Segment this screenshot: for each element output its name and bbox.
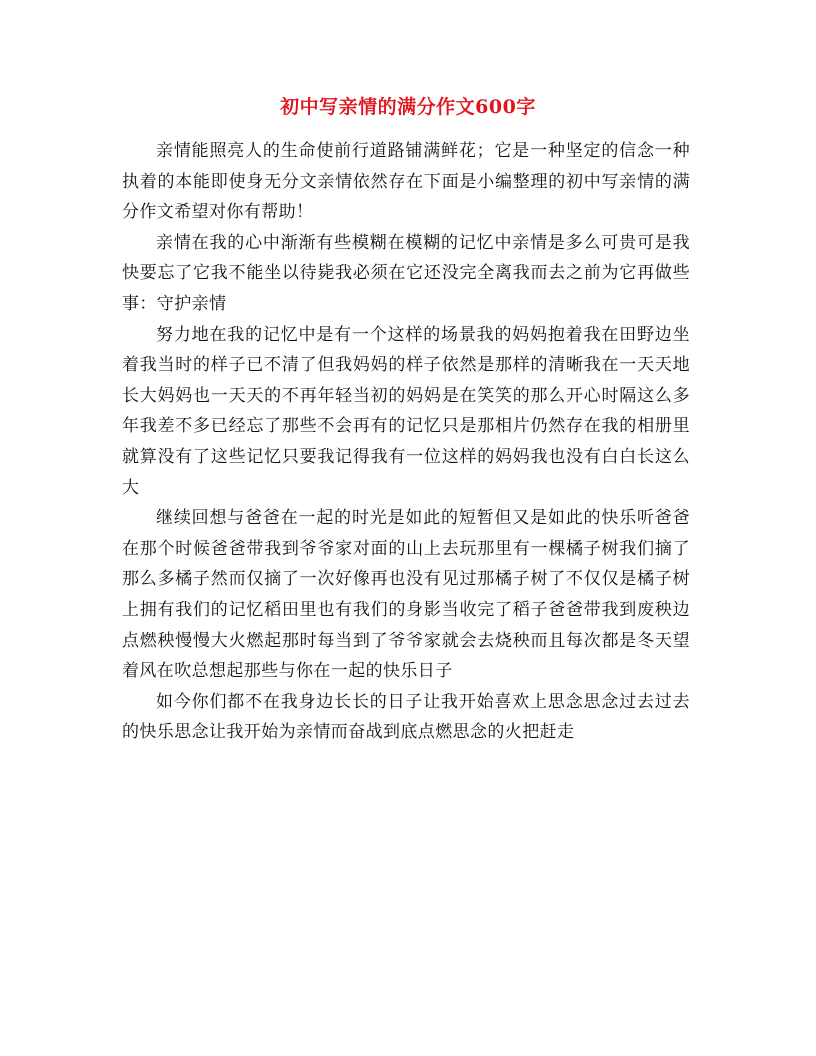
paragraph-2: 亲情在我的心中渐渐有些模糊在模糊的记忆中亲情是多么可贵可是我快要忘了它我不能坐以待毙我必须在它还没完全离我而去之前为它再做些事：守护亲情 — [122, 232, 690, 314]
paragraph-4: 继续回想与爸爸在一起的时光是如此的短暂但又是如此的快乐听爸爸在那个时候爸爸带我到爷爷家对面的山上去玩那里有一棵橘子树我们摘了那么多橘子然而仅摘了一次好像再也没有见过那橘子树了不仅仅是橘子树上拥有我们的记忆稻田里也有我们的身影当收完了稻子爸爸带我到废秧边点燃秧慢慢大火燃起那时每当到了爷爷家就会去烧秧而且每次都是冬天望着风在吹总想起那些与你在一起的快乐日子 — [122, 508, 690, 682]
paragraph-5: 如今你们都不在我身边长长的日子让我开始喜欢上思念思念过去过去的快乐思念让我开始为亲情而奋战到底点燃思念的火把赶走 — [122, 691, 690, 743]
document-title: 初中写亲情的满分作文600字 — [280, 96, 536, 118]
paragraph-1: 亲情能照亮人的生命使前行道路铺满鲜花；它是一种坚定的信念一种执着的本能即使身无分文亲情依然存在下面是小编整理的初中写亲情的满分作文希望对你有帮助！ — [122, 141, 690, 223]
document-body — [122, 136, 690, 748]
paragraph-3: 努力地在我的记忆中是有一个这样的场景我的妈妈抱着我在田野边坐着我当时的样子已不清了但我妈妈的样子依然是那样的清晰我在一天天地长大妈妈也一天天的不再年轻当初的妈妈是在笑笑的那么开心时隔这么多年我差不多已经忘了那些不会再有的记忆只是那相片仍然存在我的相册里就算没有了这些记忆只要我记得我有一位这样的妈妈我也没有白白长这么大 — [122, 324, 690, 498]
